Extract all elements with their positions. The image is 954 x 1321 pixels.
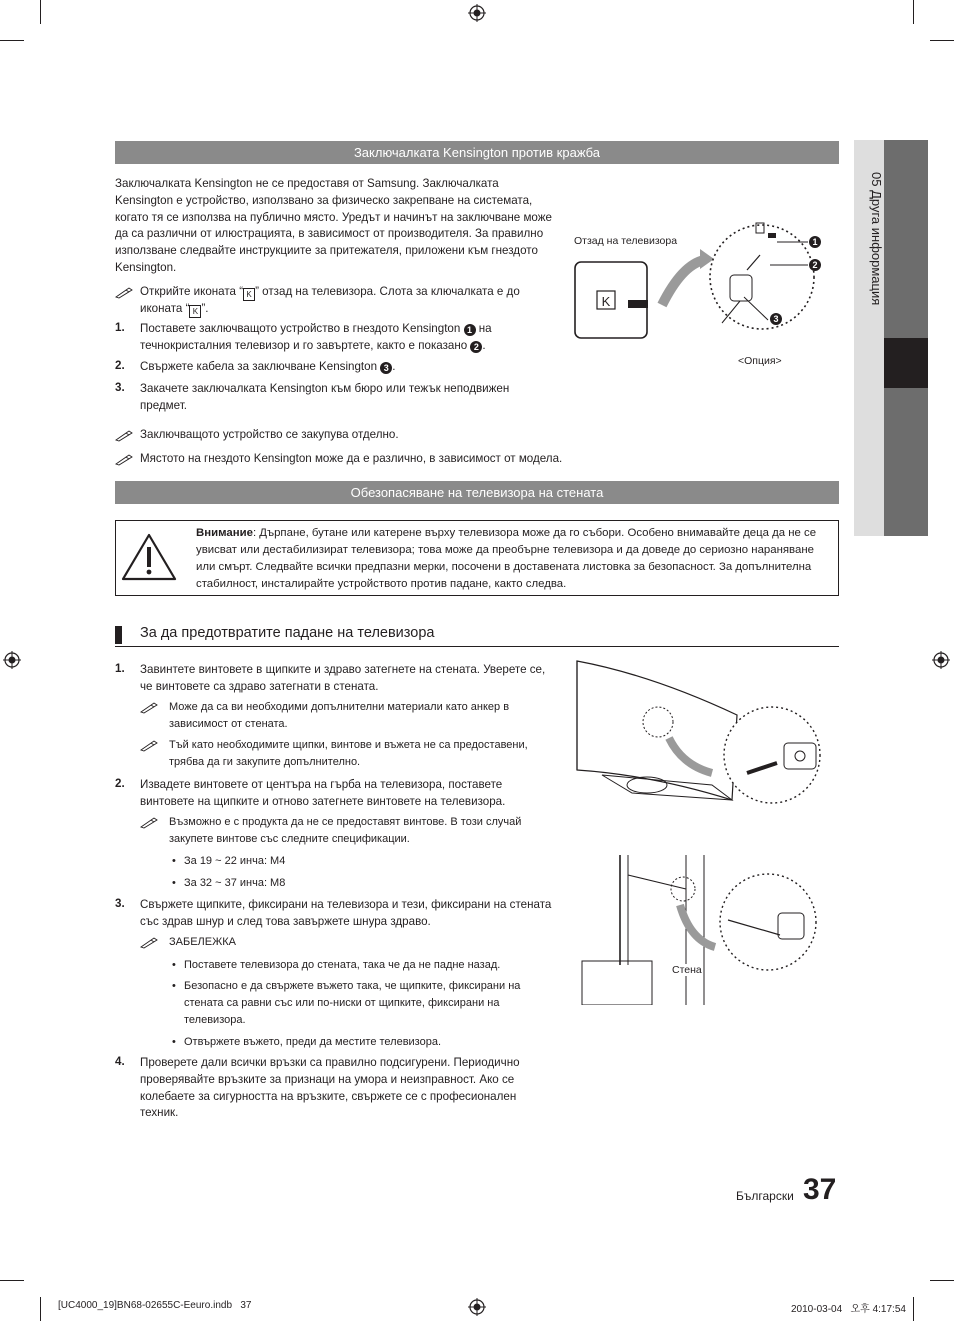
wall-step-1: Завинтете винтовете в щипките и здраво затегнете на стената. Уверете се, че винтовете са здраво затегнати в стената.: [140, 663, 546, 693]
kensington-step-2: Свържете кабела за заключване Kensington 3 .: [140, 360, 396, 373]
note-bullet: • Отвържете въжето, преди да местите телевизора.: [184, 1034, 529, 1051]
subsection-marker: [115, 626, 122, 644]
step-number: 3.: [115, 897, 125, 910]
kensington-slot-icon: K: [243, 288, 255, 301]
svg-text:K: K: [601, 294, 611, 309]
caution-text: Внимание: Дърпане, бутане или катерене върху телевизора може да го събори. Особено внимавайте деца да не се увисват или дестабилизират телевизора; това може да преобърне телевизора и да доведе до сериозно нараняване или смърт. Следвайте всички предпазни мерки, посочени в доставената листовка за безопасност. За допълнителна стабилност, инсталирайте устройството против падане, както следва.: [196, 527, 817, 590]
subsection-rule: [115, 646, 839, 647]
callout-2: 2: [470, 341, 482, 353]
crop-mark: [0, 40, 24, 41]
kensington-illustration: [572, 205, 832, 355]
chapter-tab-marker: [884, 338, 928, 388]
subsection-title: За да предотвратите падане на телевизора: [140, 625, 435, 641]
kensington-step-1: Поставете заключващото устройство в гнездото Kensington 1 на течнокристалния телевизор и го завъртете, както е показано 2 .: [140, 322, 492, 352]
tv-wall-cord-illustration: [580, 855, 830, 1005]
kensington-step-3: Закачете заключалката Kensington към бюро или тежък неподвижен предмет.: [140, 382, 510, 412]
crop-mark: [913, 0, 914, 24]
wall-step-4: Проверете дали всички връзки са правилно подсигурени. Периодично проверявайте връзките за признаци на умора и неизправност. Ако се колебаете за сигурността на връзките, свържете се с професионален техник.: [140, 1056, 520, 1120]
figure-label-wall: Стена: [672, 964, 702, 976]
spec-bullet: • За 19 ~ 22 инча: M4: [184, 853, 285, 870]
note-pencil-icon: [115, 428, 135, 442]
chapter-label: 05 Друга информация: [869, 172, 884, 306]
kensington-slot-icon: K: [189, 305, 201, 318]
callout-1: 1: [464, 324, 476, 336]
callout-3: 3: [380, 362, 392, 374]
note-bullet: • Безопасно е да свържете въжето така, че щипките, фиксирани на стената са равни със или по-ниски от щипките, фиксирани на телевизора.: [184, 978, 529, 1028]
footer-file-info: [UC4000_19]BN68-02655C-Eeuro.indb 37: [58, 1300, 252, 1311]
step-number: 4.: [115, 1055, 125, 1068]
figure-label-option: <Опция>: [738, 355, 782, 367]
chapter-tab-dark: [884, 140, 928, 338]
note-pencil-icon: [115, 285, 135, 299]
note-pencil-icon: [140, 815, 160, 829]
wall-step-3: Свържете щипките, фиксирани на телевизора и тези, фиксирани на стената със здрав шнур и след това завържете шнура здраво.: [140, 898, 552, 928]
note-pencil-icon: [140, 935, 160, 949]
figure-callout-2: 2: [809, 259, 821, 271]
crop-mark: [930, 40, 954, 41]
figure-callout-1: 1: [809, 236, 821, 248]
kensington-note-1: Открийте иконата “ K ” отзад на телевизора. Слота за ключалката е до иконата “ K ”.: [140, 285, 520, 316]
section-title-wall: Обезопасяване на телевизора на стената: [115, 481, 839, 504]
figure-label-back: Отзад на телевизора: [574, 235, 678, 247]
crop-mark: [930, 1280, 954, 1281]
registration-mark-icon: [932, 651, 950, 669]
wall-step-2: Извадете винтовете от центъра на гърба на телевизора, поставете винтовете на щипките и отново затегнете винтовете на телевизора.: [140, 778, 506, 808]
kensington-note-2: Заключващото устройство се закупува отделно.: [140, 428, 399, 441]
registration-mark-icon: [468, 1298, 486, 1316]
step-number: 2.: [115, 777, 125, 790]
note-bullet: • Поставете телевизора до стената, така че да не падне назад.: [184, 957, 544, 974]
note-pencil-icon: [140, 700, 160, 714]
wall-note-1a: Може да са ви необходими допълнителни материали като анкер в зависимост от стената.: [169, 701, 510, 730]
wall-note-1b: Тъй като необходимите щипки, винтове и въжета не са предоставени, трябва да ги закупите допълнително.: [169, 739, 528, 768]
chapter-tab-dark: [884, 388, 928, 536]
kensington-paragraph: Заключалката Kensington не се предоставя от Samsung. Заключалката Kensington е устройство, използвано за физическо закрепване на системата, когато тя се използва на публично място. Уредът и начинът на заключване може да са различни от илюстрацията, в зависимост от производителя. За правилно използване следвайте инструкциите за притежателя, приложени към гнездото Kensington.: [115, 177, 552, 274]
step-number: 3.: [115, 381, 125, 394]
step-number: 1.: [115, 321, 125, 334]
crop-mark: [40, 0, 41, 24]
note-pencil-icon: [115, 452, 135, 466]
figure-callout-3: 3: [770, 313, 782, 325]
spec-bullet: • За 32 ~ 37 инча: M8: [184, 875, 285, 892]
section-title-kensington: Заключалката Kensington против кражба: [115, 141, 839, 164]
crop-mark: [0, 1280, 24, 1281]
registration-mark-icon: [468, 4, 486, 22]
step-number: 2.: [115, 359, 125, 372]
footer-language: Български: [736, 1189, 794, 1203]
page-number: 37: [803, 1173, 837, 1206]
warning-triangle-icon: [120, 532, 178, 582]
kensington-note-3: Мястото на гнездото Kensington може да е различно, в зависимост от модела.: [140, 452, 563, 465]
note-pencil-icon: [140, 738, 160, 752]
step-number: 1.: [115, 662, 125, 675]
tv-wall-bracket-illustration: [572, 655, 828, 820]
crop-mark: [40, 1297, 41, 1321]
wall-note-3-head: ЗАБЕЛЕЖКА: [169, 936, 236, 948]
wall-note-2: Възможно е с продукта да не се предоставят винтове. В този случай закупете винтове със следните спецификации.: [169, 816, 522, 845]
crop-mark: [913, 1297, 914, 1321]
footer-timestamp: 2010-03-04 오후 4:17:54: [791, 1304, 906, 1315]
registration-mark-icon: [3, 651, 21, 669]
